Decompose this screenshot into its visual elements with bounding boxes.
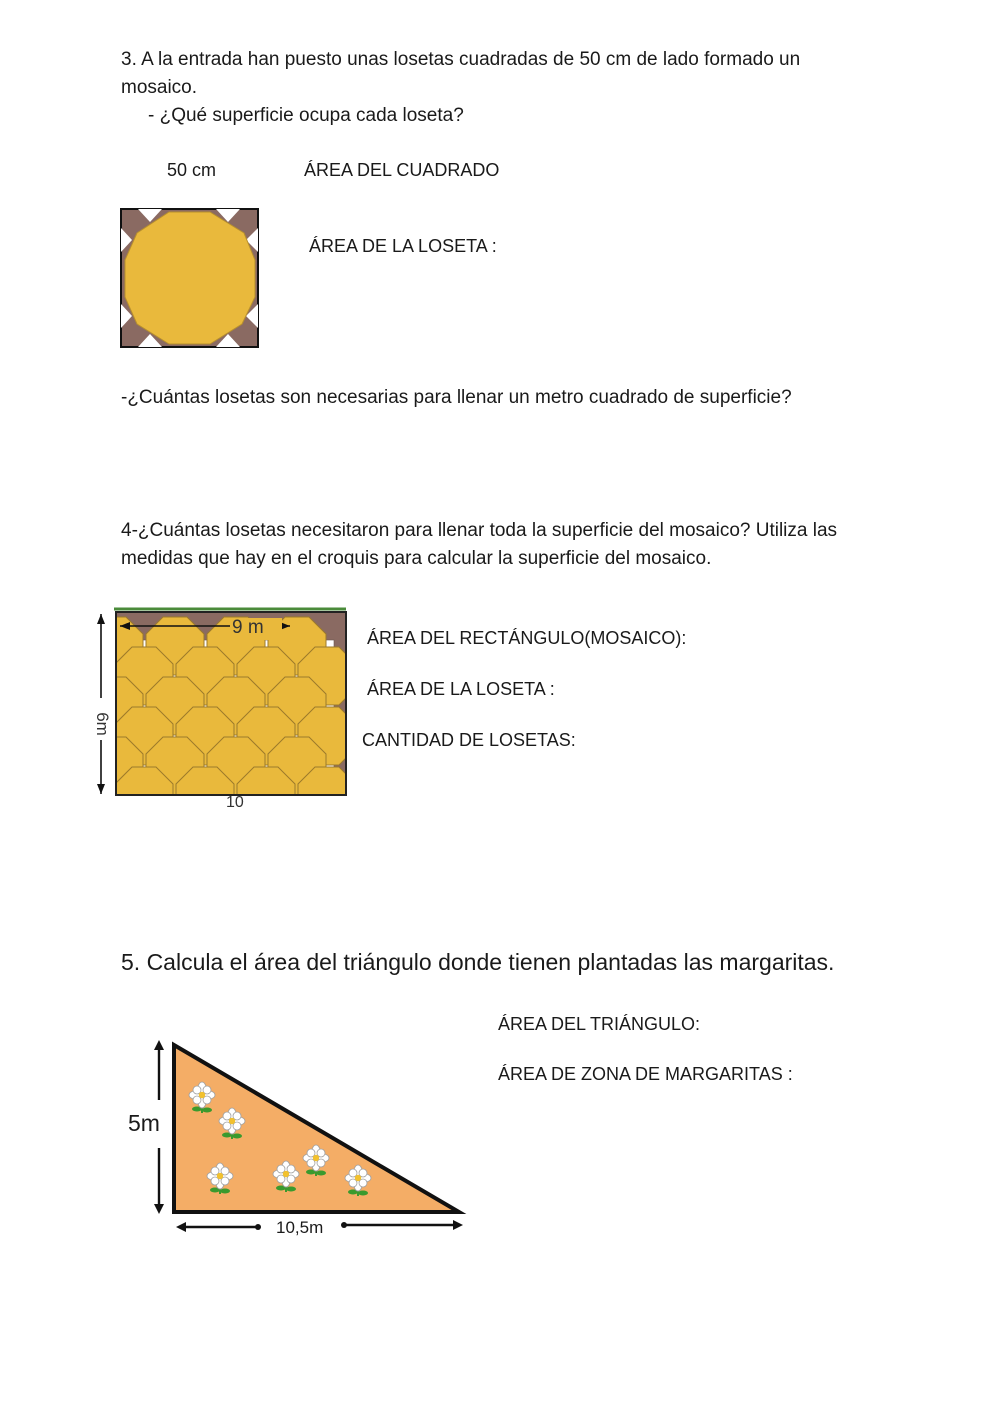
triangle-area-label: ÁREA DEL TRIÁNGULO: — [498, 1014, 701, 1034]
q5-title: 5. Calcula el área del triángulo donde tienen plantadas las margaritas. — [121, 949, 835, 975]
q3-question2: -¿Cuántas losetas son necesarias para llenar un metro cuadrado de superficie? — [121, 387, 792, 408]
q3-subquestion: - ¿Qué superficie ocupa cada loseta? — [148, 105, 464, 126]
mosaic-bottom-label: 10 — [226, 794, 244, 811]
mosaic-tile-area-label: ÁREA DE LA LOSETA : — [367, 679, 555, 699]
q3-text-line1: 3. A la entrada han puesto unas losetas cuadradas de 50 cm de lado formado un — [121, 49, 801, 70]
mosaic-width-label: 9 m — [232, 617, 264, 638]
mosaic-height-label: 6m — [93, 712, 112, 736]
q4-text-line1: 4-¿Cuántas losetas necesitaron para llenar toda la superficie del mosaico? Utiliza las — [121, 520, 838, 541]
triangle-image — [150, 1036, 470, 1246]
q4-text-line2: medidas que hay en el croquis para calcular la superficie del mosaico. — [121, 548, 712, 569]
tile-side-label: 50 cm — [167, 160, 217, 180]
single-tile-image — [120, 208, 260, 349]
tile-area-label: ÁREA DE LA LOSETA : — [309, 236, 497, 256]
daisy-area-label: ÁREA DE ZONA DE MARGARITAS : — [498, 1064, 793, 1084]
rect-area-label: ÁREA DEL RECTÁNGULO(MOSAICO): — [367, 628, 687, 648]
area-square-label: ÁREA DEL CUADRADO — [304, 160, 500, 180]
tile-count-label: CANTIDAD DE LOSETAS: — [362, 730, 576, 750]
mosaic-image — [90, 602, 352, 811]
triangle-base-label: 10,5m — [276, 1218, 324, 1237]
triangle-height-label: 5m — [128, 1110, 160, 1136]
q3-text-line2: mosaico. — [121, 77, 198, 98]
